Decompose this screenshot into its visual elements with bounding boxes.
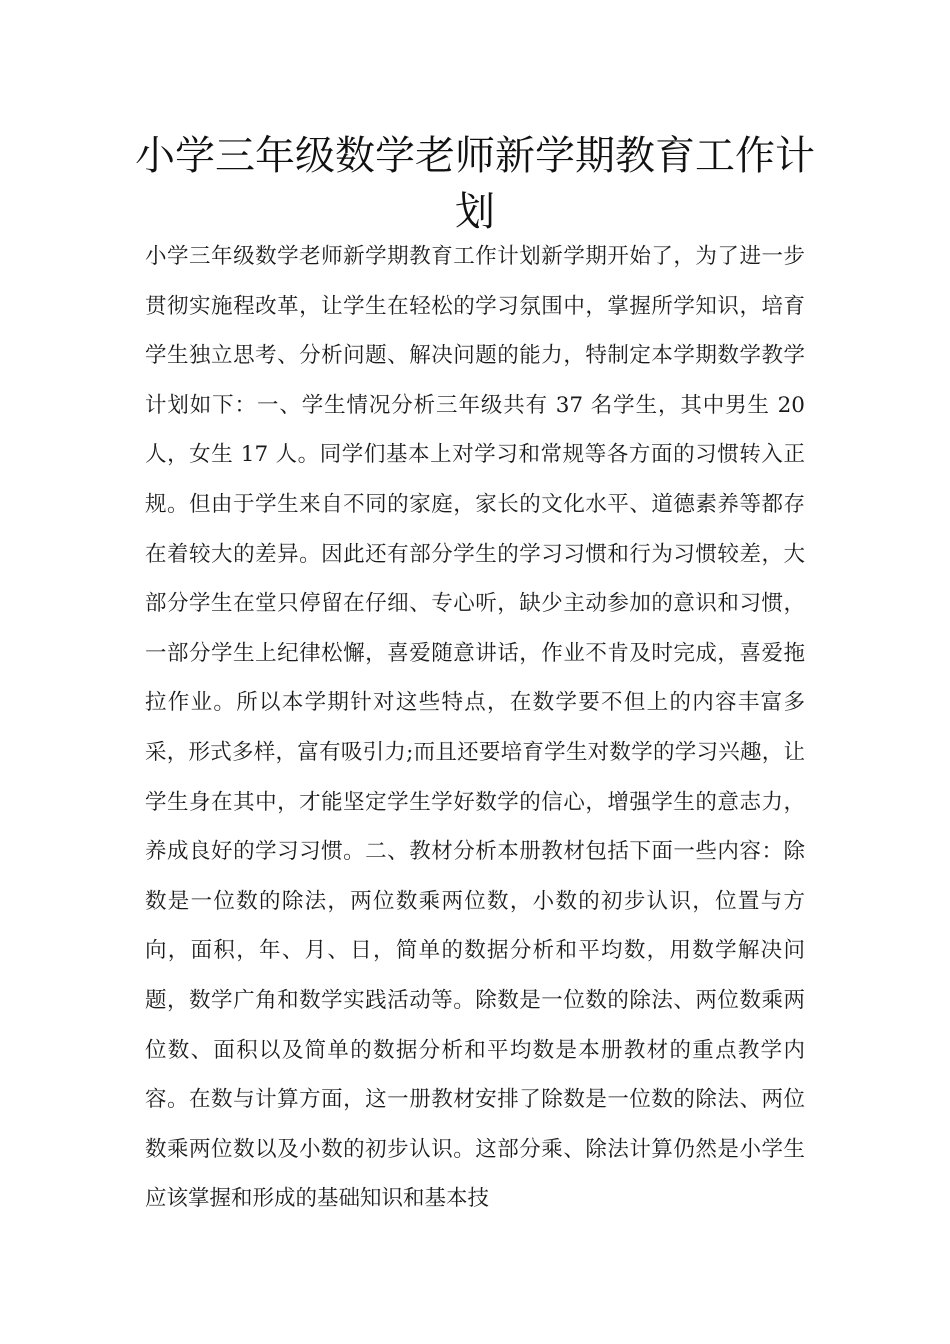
document-title: 小学三年级数学老师新学期教育工作计划 bbox=[135, 133, 815, 235]
document-body: 小学三年级数学老师新学期教育工作计划新学期开始了，为了进一步贯彻实施程改革，让学生在轻松的学习氛围中，掌握所学知识，培育学生独立思考、分析问题、解决问题的能力，特制定本学期数学教学计划如下：一、学生情况分析三年级共有 37 名学生，其中男生 20 人，女生 17 人。同学们基本上对学习和常规等各方面的习惯转入正规。但由于学生来自不同的家庭，家长的文化水平、道德素养等都存在着较大的差异。因此还有部分学生的学习习惯和行为习惯较差，大部分学生在堂只停留在仔细、专心听，缺少主动参加的意识和习惯，一部分学生上纪律松懈，喜爱随意讲话，作业不肯及时完成，喜爱拖拉作业。所以本学期针对这些特点，在数学要不但上的内容丰富多采，形式多样，富有吸引力;而且还要培育学生对数学的学习兴趣，让学生身在其中，才能坚定学生学好数学的信心，增强学生的意志力，养成良好的学习习惯。二、教材分析本册教材包括下面一些内容：除数是一位数的除法，两位数乘两位数，小数的初步认识，位置与方向，面积，年、月、日，简单的数据分析和平均数，用数学解决问题，数学广角和数学实践活动等。除数是一位数的除法、两位数乘两位数、面积以及简单的数据分析和平均数是本册教材的重点教学内容。在数与计算方面，这一册教材安排了除数是一位数的除法、两位数乘两位数以及小数的初步认识。这部分乘、除法计算仍然是小学生应该掌握和形成的基础知识和基本技 bbox=[145, 244, 805, 1212]
